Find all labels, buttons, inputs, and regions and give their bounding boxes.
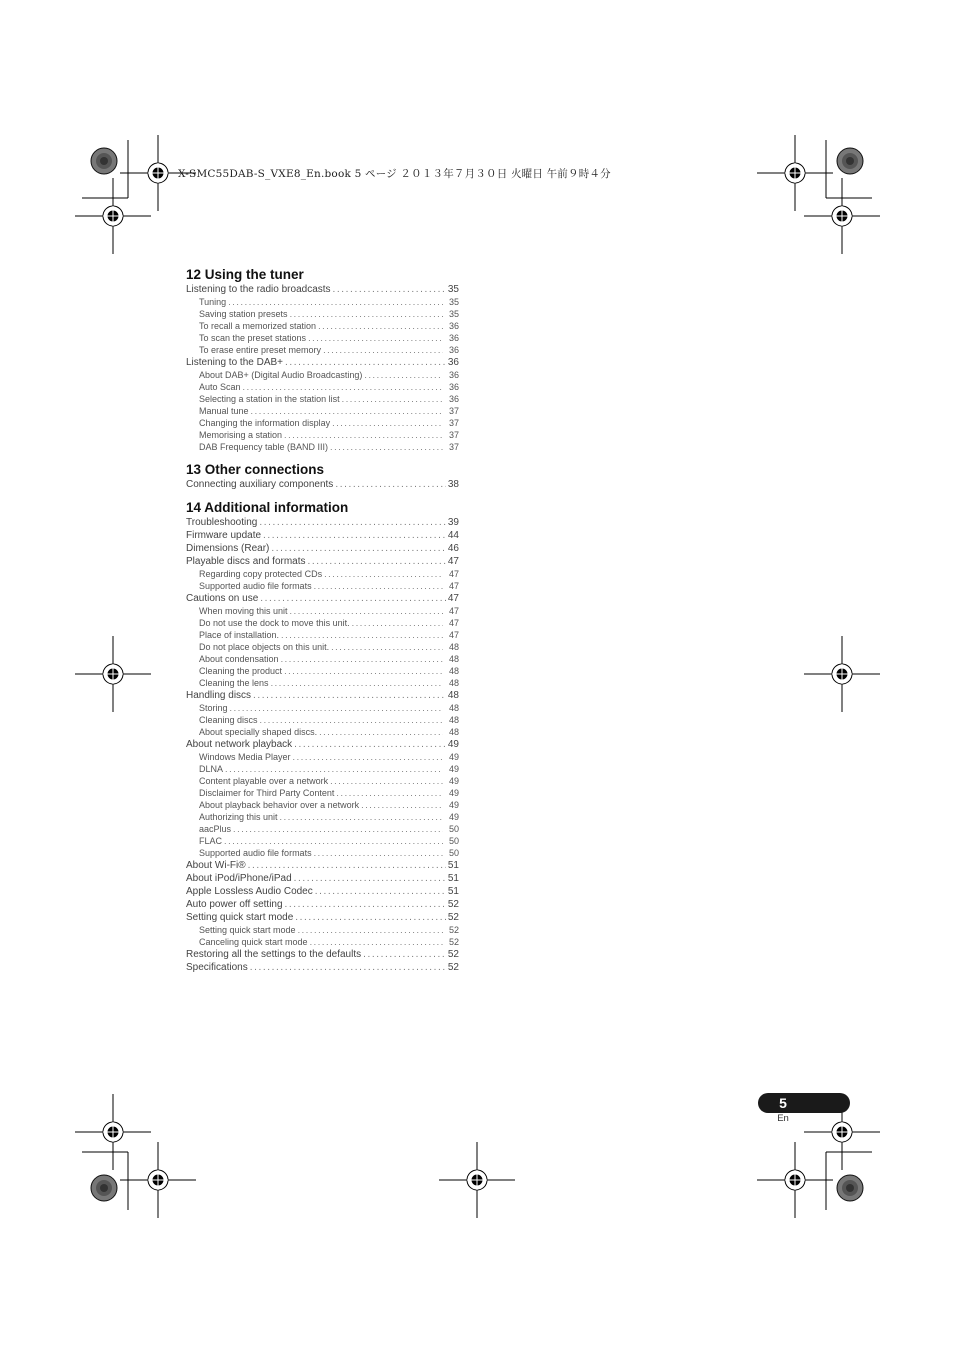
toc-entry[interactable] bbox=[186, 381, 459, 393]
toc-entry-title: About Wi-Fi® bbox=[186, 860, 246, 871]
dot-leader bbox=[259, 516, 446, 529]
toc-entry-page: 49 bbox=[448, 812, 459, 822]
dot-leader bbox=[281, 629, 443, 641]
toc-entry-page: 50 bbox=[448, 836, 459, 846]
toc-entry-page: 48 bbox=[448, 703, 459, 713]
toc-entry-page: 47 bbox=[448, 581, 459, 591]
dot-leader bbox=[363, 948, 446, 961]
dot-leader bbox=[310, 936, 443, 948]
dot-leader bbox=[335, 478, 446, 491]
dot-leader bbox=[290, 308, 443, 320]
toc-entry[interactable] bbox=[186, 405, 459, 417]
toc-entry-page: 36 bbox=[448, 394, 459, 404]
toc-entry-page: 47 bbox=[448, 630, 459, 640]
toc-entry[interactable] bbox=[186, 478, 459, 491]
toc-entry-title: When moving this unit bbox=[199, 606, 288, 616]
toc-entry[interactable] bbox=[186, 726, 459, 738]
toc-entry-title: To scan the preset stations bbox=[199, 333, 307, 343]
toc-entry-title: Handling discs bbox=[186, 690, 252, 701]
toc-entry-title: Listening to the DAB+ bbox=[186, 357, 284, 368]
dot-leader bbox=[260, 592, 446, 605]
toc-entry-title: Firmware update bbox=[186, 530, 262, 541]
toc-section bbox=[186, 499, 459, 974]
toc-entry[interactable] bbox=[186, 763, 459, 775]
toc-entry[interactable] bbox=[186, 924, 459, 936]
toc-entry-page: 52 bbox=[447, 912, 459, 923]
toc-entry[interactable] bbox=[186, 283, 459, 296]
toc-entry[interactable] bbox=[186, 948, 459, 961]
toc-entry-page: 35 bbox=[447, 284, 459, 295]
dot-leader bbox=[298, 924, 443, 936]
dot-leader bbox=[294, 738, 446, 751]
toc-entry-page: 37 bbox=[448, 406, 459, 416]
toc-entry-page: 47 bbox=[448, 606, 459, 616]
toc-entry-page: 49 bbox=[447, 739, 459, 750]
page-number: 5 bbox=[779, 1095, 787, 1111]
dot-leader bbox=[315, 885, 446, 898]
toc-entry[interactable] bbox=[186, 592, 459, 605]
dot-leader bbox=[361, 799, 443, 811]
dot-leader bbox=[319, 726, 443, 738]
toc-entry-page: 51 bbox=[447, 860, 459, 871]
toc-entry-title: Storing bbox=[199, 703, 228, 713]
toc-entry[interactable] bbox=[186, 516, 459, 529]
dot-leader bbox=[281, 653, 443, 665]
toc-entry[interactable] bbox=[186, 356, 459, 369]
toc-entry-page: 48 bbox=[448, 727, 459, 737]
toc-entry-page: 38 bbox=[447, 479, 459, 490]
toc-entry[interactable] bbox=[186, 617, 459, 629]
dot-leader bbox=[331, 641, 443, 653]
dot-leader bbox=[323, 344, 443, 356]
dot-leader bbox=[228, 296, 443, 308]
dot-leader bbox=[330, 441, 443, 453]
toc-entry-page: 49 bbox=[448, 788, 459, 798]
toc-entry-page: 39 bbox=[447, 517, 459, 528]
toc-entry-title: Windows Media Player bbox=[199, 752, 291, 762]
toc-entry-title: Memorising a station bbox=[199, 430, 283, 440]
toc-entry-title: Specifications bbox=[186, 962, 248, 973]
toc-entry-title: Playable discs and formats bbox=[186, 556, 306, 567]
section-title: 12 Using the tuner bbox=[186, 267, 304, 282]
toc-entry[interactable] bbox=[186, 393, 459, 405]
section-title: 13 Other connections bbox=[186, 462, 325, 477]
toc-entry[interactable] bbox=[186, 775, 459, 787]
crop-mark-bottom-left bbox=[75, 1094, 196, 1218]
dot-leader bbox=[318, 320, 443, 332]
toc-entry-title: Canceling quick start mode bbox=[199, 937, 308, 947]
toc-entry-title: About condensation bbox=[199, 654, 279, 664]
dot-leader bbox=[308, 332, 443, 344]
toc-entry-page: 36 bbox=[448, 382, 459, 392]
toc-entry-page: 52 bbox=[448, 925, 459, 935]
toc-entry[interactable] bbox=[186, 344, 459, 356]
toc-entry[interactable] bbox=[186, 568, 459, 580]
dot-leader bbox=[250, 961, 446, 974]
toc-entry[interactable] bbox=[186, 751, 459, 763]
dot-leader bbox=[230, 702, 443, 714]
toc-entry-title: Supported audio file formats bbox=[199, 848, 312, 858]
toc-entry-title: Dimensions (Rear) bbox=[186, 543, 270, 554]
toc-entry-title: Cleaning the lens bbox=[199, 678, 269, 688]
toc-entry-title: Regarding copy protected CDs bbox=[199, 569, 323, 579]
toc-entry[interactable] bbox=[186, 555, 459, 568]
toc-entry-title: Selecting a station in the station list bbox=[199, 394, 340, 404]
toc-entry-title: Disclaimer for Third Party Content bbox=[199, 788, 335, 798]
dot-leader bbox=[253, 689, 446, 702]
toc-entry-title: Cautions on use bbox=[186, 593, 259, 604]
toc-entry-page: 46 bbox=[447, 543, 459, 554]
toc-entry-title: About network playback bbox=[186, 739, 293, 750]
dot-leader bbox=[284, 429, 443, 441]
dot-leader bbox=[332, 417, 443, 429]
toc-entry-title: Authorizing this unit bbox=[199, 812, 278, 822]
toc-entry-page: 51 bbox=[447, 873, 459, 884]
toc-entry[interactable] bbox=[186, 641, 459, 653]
toc-entry[interactable] bbox=[186, 961, 459, 974]
toc-entry-page: 36 bbox=[448, 345, 459, 355]
toc-entry-title: DAB Frequency table (BAND III) bbox=[199, 442, 329, 452]
toc-entry[interactable] bbox=[186, 605, 459, 617]
dot-leader bbox=[284, 665, 443, 677]
toc-entry-page: 49 bbox=[448, 764, 459, 774]
toc-entry-title: To erase entire preset memory bbox=[199, 345, 322, 355]
toc-entry-title: Do not place objects on this unit. bbox=[199, 642, 330, 652]
toc-entry-page: 47 bbox=[448, 569, 459, 579]
toc-entry-title: Connecting auxiliary components bbox=[186, 479, 334, 490]
dot-leader bbox=[260, 714, 443, 726]
dot-leader bbox=[333, 283, 446, 296]
toc-entry-title: About playback behavior over a network bbox=[199, 800, 360, 810]
toc-entry[interactable] bbox=[186, 441, 459, 453]
toc-entry[interactable] bbox=[186, 936, 459, 948]
dot-leader bbox=[352, 617, 443, 629]
toc-entry-page: 48 bbox=[447, 690, 459, 701]
toc-entry-title: About DAB+ (Digital Audio Broadcasting) bbox=[199, 370, 363, 380]
dot-leader bbox=[271, 677, 443, 689]
dot-leader bbox=[251, 405, 443, 417]
toc-entry-page: 49 bbox=[448, 800, 459, 810]
toc-entry-title: Tuning bbox=[199, 297, 227, 307]
toc-entry-title: Cleaning the product bbox=[199, 666, 283, 676]
toc-entry-page: 49 bbox=[448, 752, 459, 762]
dot-leader bbox=[314, 580, 443, 592]
dot-leader bbox=[233, 823, 443, 835]
dot-leader bbox=[294, 872, 446, 885]
dot-leader bbox=[324, 568, 443, 580]
toc-entry-page: 48 bbox=[448, 654, 459, 664]
toc-entry-page: 48 bbox=[448, 678, 459, 688]
registration-cross-bottom bbox=[439, 1142, 515, 1218]
toc-entry-page: 50 bbox=[448, 848, 459, 858]
toc-entry-title: About iPod/iPhone/iPad bbox=[186, 873, 292, 884]
toc-entry[interactable] bbox=[186, 885, 459, 898]
toc-entry[interactable] bbox=[186, 823, 459, 835]
toc-section bbox=[186, 461, 459, 491]
toc-entry[interactable] bbox=[186, 369, 459, 381]
toc-entry-title: Do not use the dock to move this unit. bbox=[199, 618, 350, 628]
toc-entry[interactable] bbox=[186, 665, 459, 677]
toc-entry[interactable] bbox=[186, 429, 459, 441]
toc-entry[interactable] bbox=[186, 529, 459, 542]
toc-entry-page: 52 bbox=[448, 937, 459, 947]
dot-leader bbox=[293, 751, 443, 763]
toc-entry-title: Manual tune bbox=[199, 406, 249, 416]
dot-leader bbox=[280, 811, 443, 823]
toc-entry-title: Restoring all the settings to the defaults bbox=[186, 949, 362, 960]
dot-leader bbox=[224, 835, 443, 847]
toc-entry[interactable] bbox=[186, 580, 459, 592]
dot-leader bbox=[314, 847, 443, 859]
dot-leader bbox=[290, 605, 443, 617]
toc-entry-title: To recall a memorized station bbox=[199, 321, 317, 331]
toc-entry[interactable] bbox=[186, 296, 459, 308]
section-title: 14 Additional information bbox=[186, 500, 349, 515]
toc-entry[interactable] bbox=[186, 799, 459, 811]
crop-mark-top-left bbox=[75, 135, 196, 254]
toc-entry-page: 35 bbox=[448, 297, 459, 307]
dot-leader bbox=[248, 859, 446, 872]
toc-entry-title: Supported audio file formats bbox=[199, 581, 312, 591]
toc-entry[interactable] bbox=[186, 332, 459, 344]
toc-entry[interactable] bbox=[186, 629, 459, 641]
dot-leader bbox=[271, 542, 446, 555]
toc-entry-page: 37 bbox=[448, 418, 459, 428]
toc-entry-title: Listening to the radio broadcasts bbox=[186, 284, 331, 295]
toc-entry-page: 48 bbox=[448, 715, 459, 725]
dot-leader bbox=[364, 369, 443, 381]
toc-entry-title: Changing the information display bbox=[199, 418, 331, 428]
toc-entry-title: Setting quick start mode bbox=[199, 925, 296, 935]
toc-entry[interactable] bbox=[186, 811, 459, 823]
toc-entry-page: 48 bbox=[448, 642, 459, 652]
dot-leader bbox=[225, 763, 443, 775]
crop-mark-top-right bbox=[757, 135, 880, 254]
toc-entry-title: DLNA bbox=[199, 764, 224, 774]
toc-entry[interactable] bbox=[186, 835, 459, 847]
toc-entry-title: Apple Lossless Audio Codec bbox=[186, 886, 313, 897]
toc-entry[interactable] bbox=[186, 417, 459, 429]
toc-entry[interactable] bbox=[186, 847, 459, 859]
toc-entry-title: Setting quick start mode bbox=[186, 912, 294, 923]
toc-entry[interactable] bbox=[186, 872, 459, 885]
toc-entry-page: 50 bbox=[448, 824, 459, 834]
dot-leader bbox=[263, 529, 446, 542]
dot-leader bbox=[285, 356, 446, 369]
toc-entry[interactable] bbox=[186, 320, 459, 332]
toc-entry-title: aacPlus bbox=[199, 824, 232, 834]
dot-leader bbox=[336, 787, 443, 799]
page-language: En bbox=[777, 1113, 789, 1124]
table-of-contents bbox=[186, 266, 459, 982]
toc-entry-page: 52 bbox=[447, 899, 459, 910]
print-info-header: X-SMC55DAB-S_VXE8_En.book 5 ページ ２０１３年７月３０日 火曜日 午前９時４分 bbox=[178, 168, 611, 180]
toc-entry[interactable] bbox=[186, 677, 459, 689]
toc-entry[interactable] bbox=[186, 702, 459, 714]
dot-leader bbox=[330, 775, 443, 787]
toc-entry-title: Content playable over a network bbox=[199, 776, 329, 786]
toc-entry-page: 49 bbox=[448, 776, 459, 786]
toc-entry-page: 48 bbox=[448, 666, 459, 676]
toc-entry[interactable] bbox=[186, 689, 459, 702]
toc-entry[interactable] bbox=[186, 308, 459, 320]
toc-entry-title: Auto Scan bbox=[199, 382, 241, 392]
toc-entry-page: 36 bbox=[448, 321, 459, 331]
dot-leader bbox=[285, 898, 446, 911]
toc-entry-page: 35 bbox=[448, 309, 459, 319]
toc-entry-page: 47 bbox=[447, 593, 459, 604]
toc-entry-title: Troubleshooting bbox=[186, 517, 258, 528]
toc-entry-page: 52 bbox=[447, 949, 459, 960]
toc-entry-title: Place of installation. bbox=[199, 630, 280, 640]
toc-entry[interactable] bbox=[186, 787, 459, 799]
toc-entry-title: Cleaning discs bbox=[199, 715, 258, 725]
toc-entry-page: 52 bbox=[447, 962, 459, 973]
toc-entry-page: 51 bbox=[447, 886, 459, 897]
toc-entry-page: 37 bbox=[448, 442, 459, 452]
dot-leader bbox=[342, 393, 443, 405]
toc-entry-page: 37 bbox=[448, 430, 459, 440]
toc-entry[interactable] bbox=[186, 859, 459, 872]
dot-leader bbox=[243, 381, 443, 393]
toc-entry[interactable] bbox=[186, 714, 459, 726]
toc-entry[interactable] bbox=[186, 911, 459, 924]
toc-entry[interactable] bbox=[186, 898, 459, 911]
toc-entry-title: About specially shaped discs. bbox=[199, 727, 318, 737]
toc-entry-page: 36 bbox=[448, 370, 459, 380]
toc-entry-page: 36 bbox=[447, 357, 459, 368]
toc-entry[interactable] bbox=[186, 738, 459, 751]
toc-entry[interactable] bbox=[186, 542, 459, 555]
toc-entry-title: FLAC bbox=[199, 836, 223, 846]
registration-cross-right bbox=[804, 636, 880, 712]
dot-leader bbox=[308, 555, 446, 568]
toc-entry-page: 36 bbox=[448, 333, 459, 343]
toc-entry-title: Saving station presets bbox=[199, 309, 288, 319]
dot-leader bbox=[295, 911, 446, 924]
registration-cross-left bbox=[75, 636, 151, 712]
toc-entry-page: 44 bbox=[447, 530, 459, 541]
toc-entry-title: Auto power off setting bbox=[186, 899, 283, 910]
toc-entry-page: 47 bbox=[448, 618, 459, 628]
toc-section bbox=[186, 266, 459, 453]
toc-entry-page: 47 bbox=[447, 556, 459, 567]
toc-entry[interactable] bbox=[186, 653, 459, 665]
